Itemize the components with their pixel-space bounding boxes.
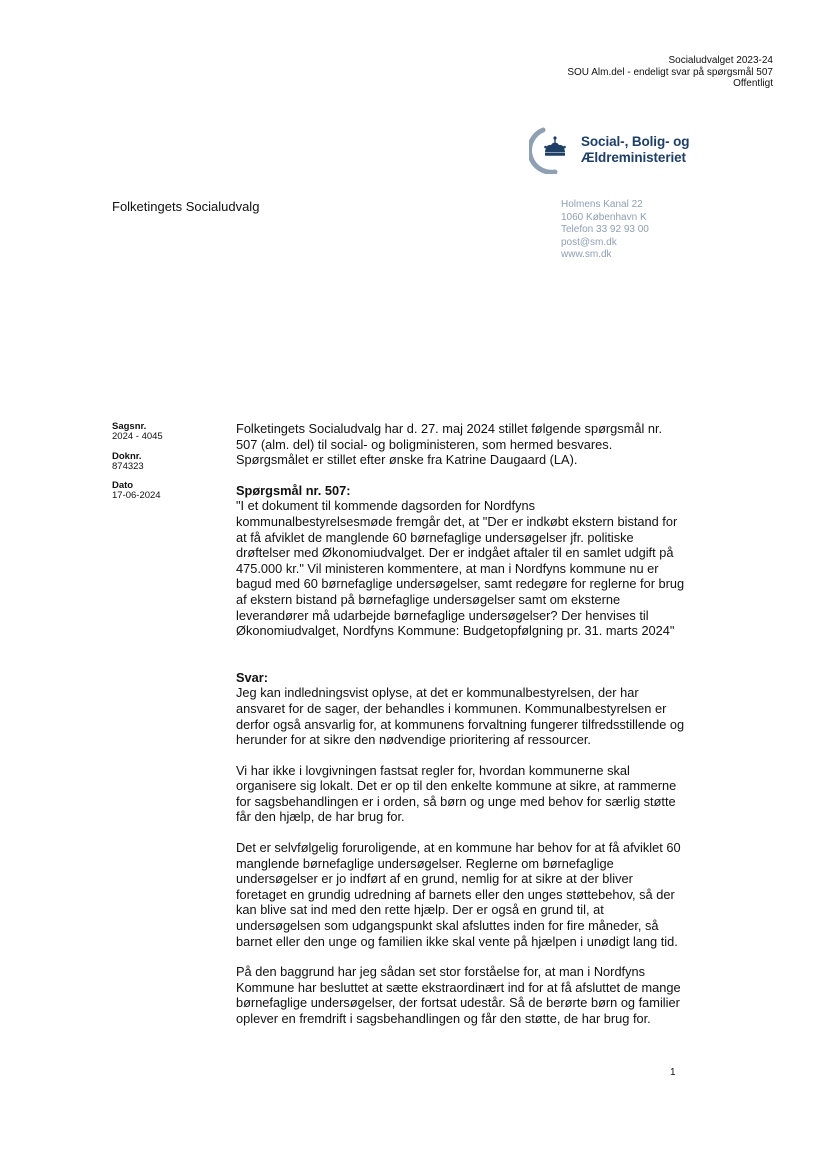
intro-paragraph: Folketingets Socialudvalg har d. 27. maj 2024 stillet følgende spørgsmål nr. 507 (alm. del) til social- og boligministeren, som hermed besvares. Spørgsmålet er stillet efter ønske fra Katrine Daugaard (LA). bbox=[236, 421, 663, 468]
case-metadata bbox=[112, 422, 202, 511]
address-web[interactable]: www.sm.dk bbox=[561, 249, 612, 261]
header-status: Offentligt bbox=[733, 78, 773, 89]
doknr-value: 874323 bbox=[112, 460, 144, 472]
header-committee: Socialudvalget 2023-24 bbox=[668, 55, 773, 66]
dato-value: 17-06-2024 bbox=[112, 490, 161, 501]
recipient: Folketingets Socialudvalg bbox=[112, 199, 260, 214]
crown-icon bbox=[529, 126, 581, 174]
ministry-name bbox=[581, 134, 689, 165]
answer-paragraph-1: Jeg kan indledningsvist oplyse, at det er kommunalbestyrelsen, der har ansvaret for de sager, der behandles i kommunen. Kommunalbestyrelsen er derfor også ansvarlig for, at kommunens forvaltning fungerer tilfredsstillende og herunder for at sikre den nødvendige prioritering af ressourcer. bbox=[236, 685, 685, 748]
question-heading: Spørgsmål nr. 507: bbox=[236, 482, 351, 498]
address-phone: Telefon 33 92 93 00 bbox=[561, 224, 649, 236]
document-header bbox=[567, 55, 773, 90]
doknr-label: Doknr. bbox=[112, 450, 142, 462]
question-text: "I et dokument til kommende dagsorden for Nordfyns kommunalbestyrelsesmøde fremgår det, at "Der er indkøbt ekstern bistand for at få afviklet de manglende 60 børnefaglige undersøgelser jfr. politiske drøftelser med Økonomiudvalget. Der er indgået aftaler til en samlet udgift på 475.000 kr." Vil ministeren kommentere, at man i Nordfyns kommune nu er bagud med 60 børnefaglige undersøgelser, samt redegøre for reglerne for brug af ekstern bistand på børnefaglige undersøgelser samt om eksterne leverandører må udarbejde børnefaglige undersøgelser? Der henvises til Økonomiudvalget, Nordfyns Kommune: Budgetopfølgning pr. 31. marts 2024" bbox=[236, 498, 685, 639]
letter-body bbox=[236, 421, 686, 1027]
sender-address bbox=[561, 199, 649, 262]
answer-paragraph-4: På den baggrund har jeg sådan set stor forståelse for, at man i Nordfyns Kommune har besluttet at sætte ekstraordinært ind for at få afsluttet de mange børnefaglige undersøgelser, der fortsat udestår. Så de berørte børn og familier oplever en fremdrift i sagsbehandlingen og får den støtte, de har brug for. bbox=[236, 964, 681, 1026]
dato-label: Dato bbox=[112, 480, 134, 491]
ministry-logo bbox=[529, 126, 709, 174]
header-reference: SOU Alm.del - endeligt svar på spørgsmål 507 bbox=[567, 66, 773, 78]
answer-heading: Svar: bbox=[236, 669, 269, 685]
answer-paragraph-2: Vi har ikke i lovgivningen fastsat regler for, hvordan kommunerne skal organisere sig lokalt. Det er op til den enkelte kommune at sikre, at rammerne for sagsbehandlingen er i orden, så børn og unge med behov for særlig støtte får den hjælp, de har brug for. bbox=[236, 762, 677, 825]
sagsnr-label: Sagsnr. bbox=[112, 421, 147, 432]
address-street: Holmens Kanal 22 bbox=[561, 199, 643, 210]
ministry-name-line1: Social-, Bolig- og bbox=[581, 134, 690, 149]
page-number: 1 bbox=[670, 1067, 676, 1078]
address-city: 1060 København K bbox=[561, 211, 647, 223]
sagsnr-value: 2024 - 4045 bbox=[112, 431, 163, 442]
address-email[interactable]: post@sm.dk bbox=[561, 236, 617, 248]
answer-paragraph-3: Det er selvfølgelig foruroligende, at en kommune har behov for at få afviklet 60 manglende børnefaglige undersøgelser. Reglerne om børnefaglige undersøgelser er jo indført af en grund, nemlig for at sikre at der bliver foretaget en grundig udredning af barnets eller den unges støttebehov, så der kan blive sat ind med den rette hjælp. Der er også en grund til, at undersøgelsen som udgangspunkt skal afsluttes inden for fire måneder, så barnet eller den unge og familien ikke skal vente på hjælpen i unødigt lang tid. bbox=[236, 840, 681, 949]
ministry-name-line2: Ældreministeriet bbox=[581, 149, 686, 165]
